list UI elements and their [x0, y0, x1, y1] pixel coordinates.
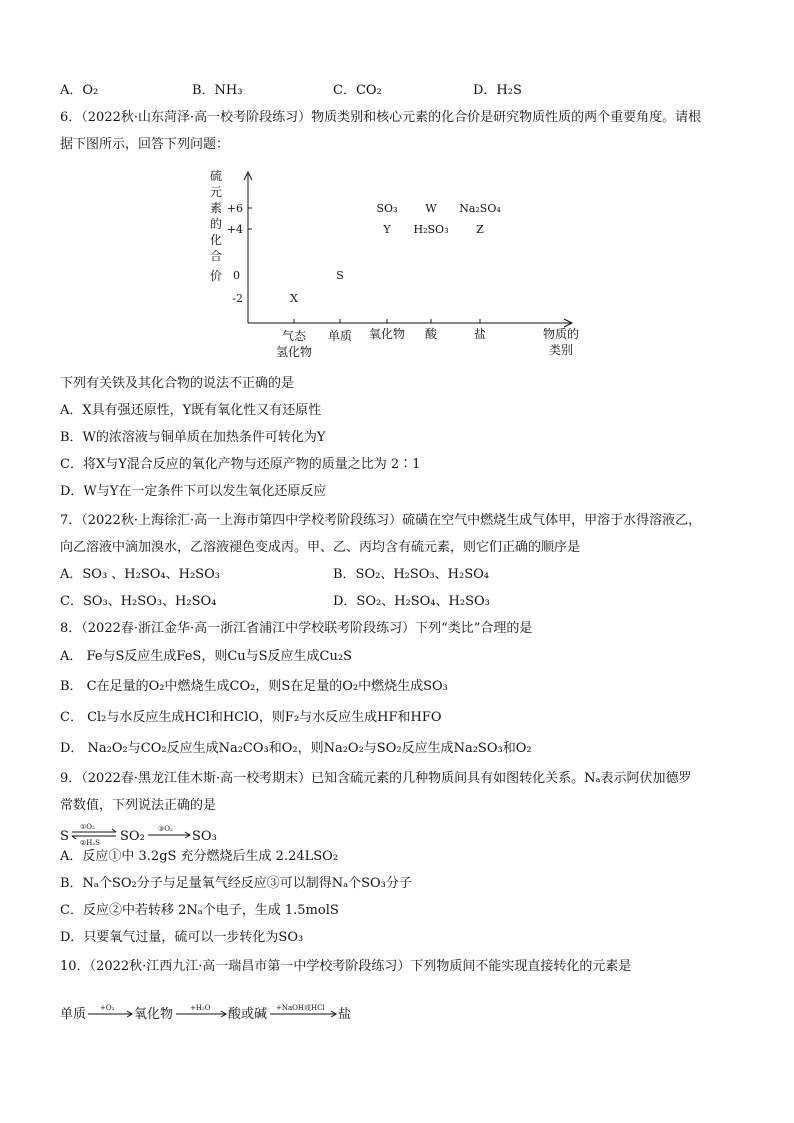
q5-option-b: B．NH₃ [192, 83, 243, 98]
x-category-label: 酸 [424, 327, 438, 341]
sulfur-valence-chart [0, 160, 794, 360]
y-title-char: 素 [209, 201, 223, 215]
point-z: Z [476, 223, 484, 236]
q9-option-d: D．只要氧气过量，硫可以一步转化为SO₃ [60, 930, 304, 945]
q9-option-c: C．反应②中若转移 2Nₐ个电子，生成 1.5molS [60, 903, 339, 918]
y-title-char: 硫 [209, 169, 223, 183]
point-w: W [425, 202, 437, 215]
q6-option-c: C．将X与Y混合反应的氧化产物与还原产物的质量之比为 2∶1 [60, 457, 421, 472]
q9-stem-line1: 9．（2022春·黑龙江佳木斯·高一校考期末）已知含硫元素的几种物质间具有如图转化关系。Nₐ表示阿伏加德罗 [60, 771, 692, 786]
q8-stem: 8．（2022春·浙江金华·高一浙江省浦江中学校联考阶段练习）下列“类比”合理的是 [60, 621, 533, 636]
x-category-label: 盐 [473, 327, 487, 341]
y-title-char: 合 [209, 249, 223, 263]
scheme-oxide: 氧化物 [134, 1007, 174, 1022]
y-tick-label: -2 [232, 292, 243, 305]
y-title-char: 化 [209, 233, 223, 247]
arrow-label-bottom: ②H₂S [80, 839, 100, 847]
q7-option-a: A．SO₃ 、H₂SO₄、H₂SO₃ [60, 567, 220, 582]
q9-stem-line2: 常数值，下列说法正确的是 [60, 798, 217, 813]
q6-question: 下列有关铁及其化合物的说法不正确的是 [60, 376, 295, 391]
x-category-label: 单质 [327, 329, 353, 343]
arrow-label-naoh-hcl: +NaOH或HCl [276, 1004, 325, 1012]
q6-stem-line1: 6．（2022秋·山东菏泽·高一校考阶段练习）物质类别和核心元素的化合价是研究物质性质的两个重要角度。请根 [60, 110, 702, 125]
scheme-s: S [60, 829, 69, 844]
point-s: S [336, 269, 344, 282]
q5-option-c: C．CO₂ [333, 83, 382, 98]
x-title-line: 物质的 [542, 327, 580, 341]
point-x: X [290, 292, 298, 305]
q6-option-b: B．W的浓溶液与铜单质在加热条件可转化为Y [60, 430, 326, 445]
q8-option-a: A． Fe与S反应生成FeS，则Cu与S反应生成Cu₂S [60, 649, 352, 664]
q6-stem-line2: 据下图所示，回答下列问题： [60, 137, 230, 152]
y-title-char: 元 [209, 185, 223, 199]
point-h2so3: H₂SO₃ [413, 223, 449, 236]
q5-option-d: D．H₂S [473, 83, 522, 98]
y-tick-label: +4 [226, 223, 243, 236]
y-title-char: 的 [209, 217, 223, 231]
q10-conversion-scheme [58, 1000, 378, 1026]
y-title-char: 价 [209, 269, 223, 283]
scheme-salt: 盐 [338, 1007, 352, 1022]
q9-conversion-scheme [58, 821, 258, 847]
scheme-so2: SO₂ [120, 829, 145, 844]
x-category-label: 氢化物 [275, 345, 313, 359]
q8-option-b: B． C在足量的O₂中燃烧生成CO₂，则S在足量的O₂中燃烧生成SO₃ [60, 679, 448, 694]
x-category-label: 氧化物 [368, 327, 406, 341]
q7-stem-line1: 7．（2022秋·上海徐汇·高一上海市第四中学校考阶段练习）硫磺在空气中燃烧生成气体甲，甲溶于水得溶液乙， [60, 513, 702, 528]
q7-option-b: B．SO₂、H₂SO₃、H₂SO₄ [333, 567, 489, 582]
x-title-line: 类别 [548, 343, 574, 357]
q9-option-b: B．Nₐ个SO₂分子与足量氧气经反应③可以制得Nₐ个SO₃分子 [60, 876, 412, 891]
point-na2so4: Na₂SO₄ [459, 202, 501, 215]
scheme-elemental: 单质 [60, 1007, 87, 1022]
y-tick-label: +6 [226, 202, 243, 215]
q6-option-a: A．X具有强还原性，Y既有氧化性又有还原性 [60, 403, 322, 418]
q6-option-d: D．W与Y在一定条件下可以发生氧化还原反应 [60, 484, 327, 499]
y-tick-label: 0 [233, 269, 240, 282]
arrow-label-o2: ③O₂ [158, 825, 173, 833]
q10-stem: 10．（2022秋·江西九江·高一瑞昌市第一中学校考阶段练习）下列物质间不能实现直接转化的元素是 [60, 959, 632, 974]
point-so3: SO₃ [376, 202, 398, 215]
point-y: Y [383, 223, 391, 236]
q9-option-a: A．反应①中 3.2gS 充分燃烧后生成 2.24LSO₂ [60, 849, 339, 864]
q5-option-a: A．O₂ [60, 83, 99, 98]
arrow-label-h2o: +H₂O [190, 1004, 211, 1012]
scheme-acid-or-base: 酸或碱 [228, 1007, 268, 1022]
arrow-label-o2: +O₂ [100, 1004, 115, 1012]
q8-option-d: D． Na₂O₂与CO₂反应生成Na₂CO₃和O₂，则Na₂O₂与SO₂反应生成Na₂SO₃和O₂ [60, 741, 532, 756]
q8-option-c: C． Cl₂与水反应生成HCl和HClO，则F₂与水反应生成HF和HFO [60, 710, 442, 725]
x-category-label: 气态 [281, 329, 307, 343]
q7-option-d: D．SO₂、H₂SO₄、H₂SO₃ [333, 594, 490, 609]
scheme-so3: SO₃ [192, 829, 217, 844]
q7-stem-line2: 向乙溶液中滴加溴水，乙溶液褪色变成丙。甲、乙、丙均含有硫元素，则它们正确的顺序是 [60, 540, 581, 555]
arrow-label-top: ①O₂ [80, 823, 95, 831]
q7-option-c: C．SO₃、H₂SO₃、H₂SO₄ [60, 594, 217, 609]
